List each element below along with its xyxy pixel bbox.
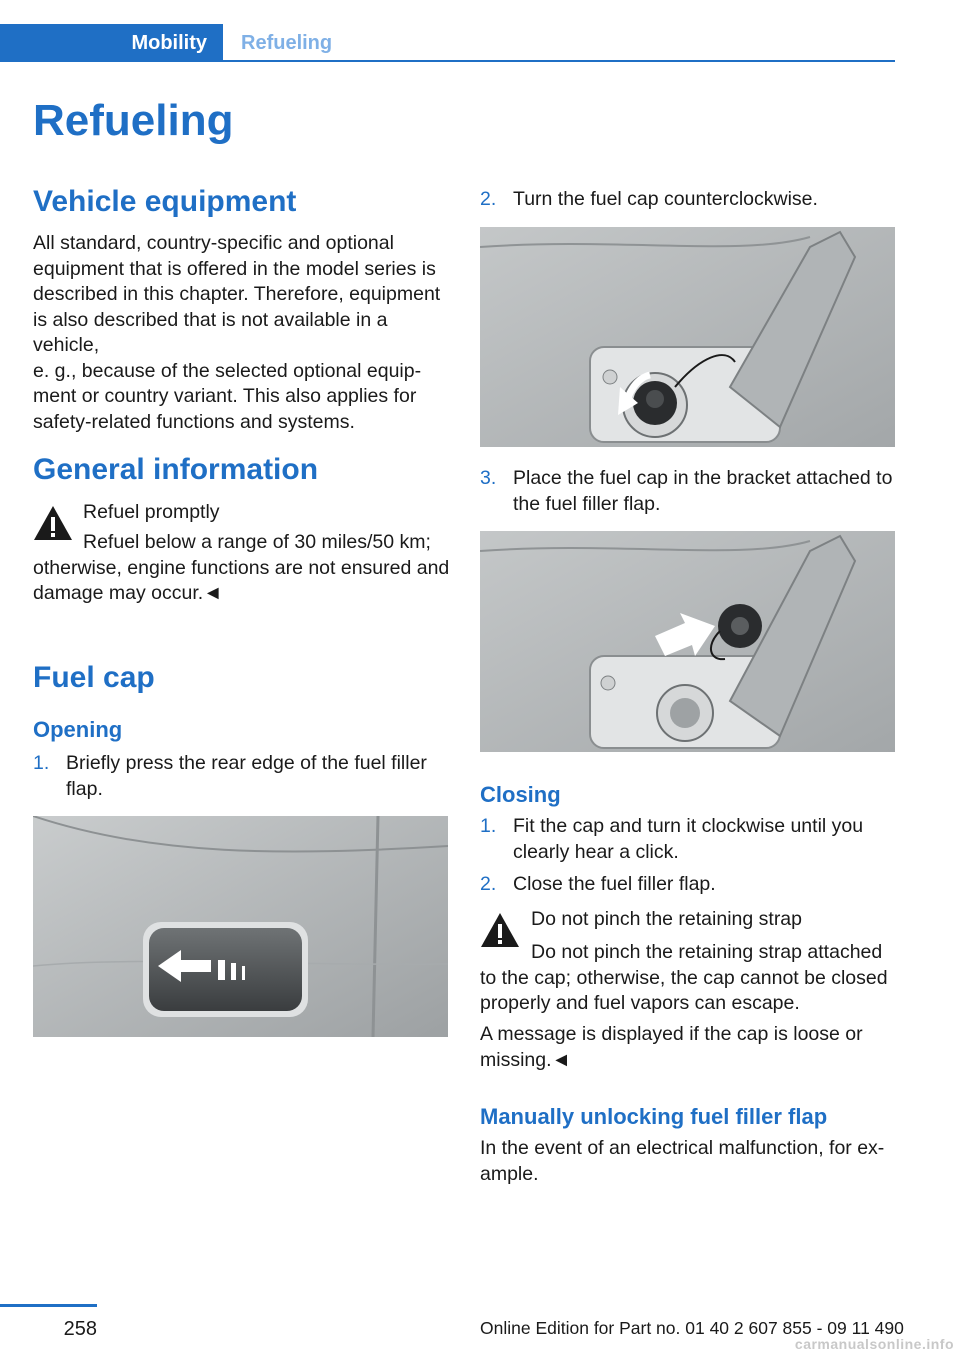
closing-step-2: 2. Close the fuel filler flap.: [480, 872, 900, 898]
closing-step-1: 1. Fit the cap and turn it clockwise until you clearly hear a click.: [480, 815, 864, 863]
opening-step-2: 2. Turn the fuel cap counterclockwise.: [480, 187, 900, 213]
step-number: 2.: [480, 188, 497, 210]
figure-fuel-filler-flap: [33, 816, 448, 1037]
step-number: 3.: [480, 467, 497, 489]
tab-mobility[interactable]: Mobility: [0, 24, 223, 62]
watermark: carmanualsonline.info: [794, 1336, 954, 1352]
heading-closing: Closing: [480, 782, 561, 807]
step-number: 2.: [480, 873, 497, 895]
page-title: Refueling: [33, 96, 234, 145]
heading-vehicle-equipment: Vehicle equipment: [33, 185, 297, 218]
page-number: 258: [63, 1318, 97, 1340]
figure-turn-fuel-cap: [480, 227, 895, 447]
heading-general-information: General information: [33, 453, 319, 486]
warning-body-strap: Do not pinch the retaining strap attached to the cap; otherwise, the cap cannot be closed properly and fuel vapors can escape.: [480, 941, 888, 1014]
tab-refueling[interactable]: Refueling: [241, 32, 333, 54]
warning-title-refuel: Refuel promptly: [83, 501, 220, 523]
vehicle-equipment-text: All standard, country-specific and optional equipment that is offered in the model series is described in this chapter. Therefore, equipment is also described that is not available in a vehicle, e. g., because of the selected optional equip- ment or country variant. This also applies for safety-related functions and systems.: [33, 232, 441, 433]
figure-cap-in-bracket: [480, 531, 895, 752]
warning-body-refuel: Refuel below a range of 30 miles/50 km; otherwise, engine functions are not ensured and damage may occur.◄: [33, 531, 450, 604]
warning-title-strap: Do not pinch the retaining strap: [531, 908, 803, 930]
footer-rule: [0, 1304, 97, 1307]
step-number: 1.: [480, 815, 497, 837]
heading-opening: Opening: [33, 717, 123, 742]
heading-manual-unlock: Manually unlocking fuel filler flap: [480, 1104, 828, 1129]
cap-message-text: A message is displayed if the cap is loose or missing.◄: [480, 1023, 863, 1071]
manual-unlock-text: In the event of an electrical malfunction, for ex- ample.: [480, 1137, 885, 1185]
step-number: 1.: [33, 752, 50, 774]
heading-fuel-cap: Fuel cap: [33, 661, 155, 694]
opening-step-1: 1. Briefly press the rear edge of the fuel filler flap.: [33, 752, 427, 800]
opening-step-3: 3. Place the fuel cap in the bracket attached to the fuel filler flap.: [480, 467, 893, 515]
header-tabbar: [0, 24, 895, 62]
footer-edition: Online Edition for Part no. 01 40 2 607 855 - 09 11 490: [480, 1318, 904, 1338]
